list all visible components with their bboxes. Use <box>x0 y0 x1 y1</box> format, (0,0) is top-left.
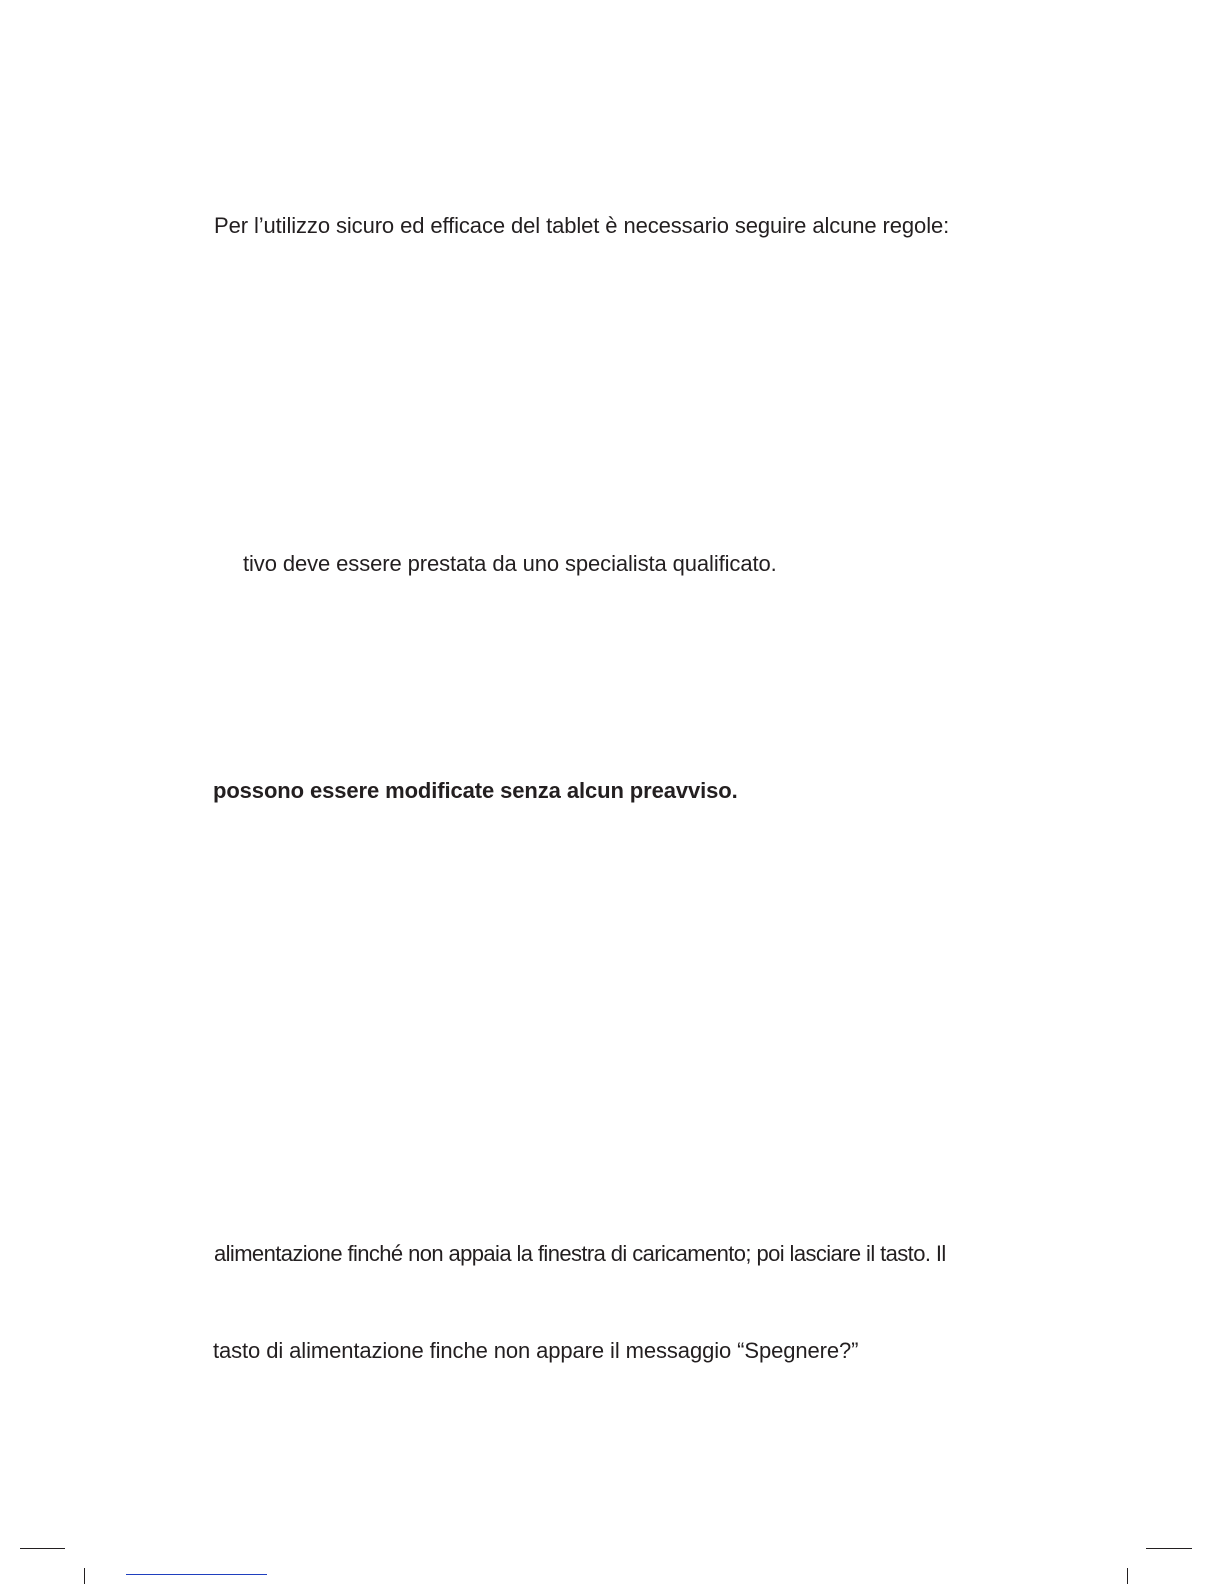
power-off-instruction: tasto di alimentazione finche non appare il messaggio “Spegnere?” <box>213 1338 859 1363</box>
crop-mark-left-horizontal <box>20 1548 65 1549</box>
power-on-instruction: alimentazione finché non appaia la finestra di caricamento; poi lasciare il tasto. Il <box>214 1241 946 1266</box>
specifications-change-notice: possono essere modificate senza alcun preavviso. <box>213 778 738 803</box>
crop-mark-right-vertical <box>1127 1568 1128 1584</box>
crop-mark-left-vertical <box>84 1568 85 1584</box>
crop-mark-right-horizontal <box>1146 1548 1192 1549</box>
footer-rule-line <box>126 1574 267 1575</box>
specialist-service-note: tivo deve essere prestata da uno specialista qualificato. <box>243 551 777 576</box>
safety-rules-intro: Per l’utilizzo sicuro ed efficace del tablet è necessario seguire alcune regole: <box>214 213 950 238</box>
